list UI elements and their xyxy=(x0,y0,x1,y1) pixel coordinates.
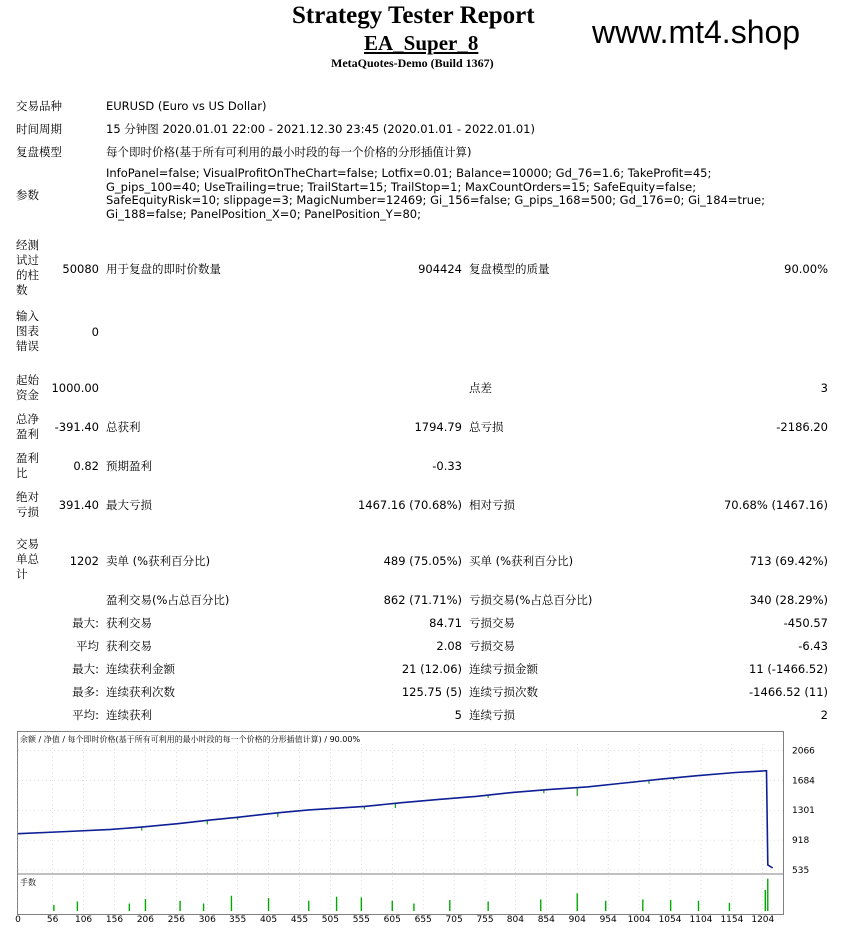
period-value: 15 分钟图 2020.01.01 22:00 - 2021.12.30 23:45 (2020.01.01 - 2022.01.01) xyxy=(106,122,535,136)
largest-label: 最大: xyxy=(72,616,99,630)
x-tick-label: 206 xyxy=(136,915,155,925)
long-trades-label: 买单 (%获利百分比) xyxy=(469,554,574,568)
model-value: 每个即时价格(基于所有可利用的最小时段的每一个价格的分形插值计算) xyxy=(106,145,472,159)
quality-value: 90.00% xyxy=(784,262,828,276)
params-label: 参数 xyxy=(16,188,39,202)
gross-loss-value: -2186.20 xyxy=(776,420,828,434)
bars-value: 50080 xyxy=(62,262,99,276)
deposit-value: 1000.00 xyxy=(51,381,99,395)
x-tick-label: 705 xyxy=(445,915,463,925)
bars-label: 经测试过的柱数 xyxy=(16,238,39,297)
symbol-value: EURUSD (Euro vs US Dollar) xyxy=(106,99,267,113)
average-label: 平均 xyxy=(76,639,99,653)
build-info: MetaQuotes-Demo (Build 1367) xyxy=(331,56,494,70)
total-trades-label: 交易单总计 xyxy=(16,537,39,581)
y-tick-label: 535 xyxy=(792,866,810,876)
avg-consec-label: 平均: xyxy=(72,708,99,722)
profit-factor-label: 盈利比 xyxy=(16,451,39,480)
average-profit-label: 获利交易 xyxy=(106,639,152,653)
x-tick-label: 505 xyxy=(321,915,339,925)
x-tick-label: 1054 xyxy=(658,915,682,925)
average-loss-value: -6.43 xyxy=(798,639,828,653)
x-tick-label: 306 xyxy=(198,915,216,925)
largest-loss-value: -450.57 xyxy=(783,616,828,630)
period-label: 时间周期 xyxy=(16,122,62,136)
payoff-label: 预期盈利 xyxy=(106,459,152,473)
watermark-text: www.mt4.shop xyxy=(592,14,801,50)
x-tick-label: 355 xyxy=(229,915,247,925)
x-tick-label: 1004 xyxy=(627,915,651,925)
quality-label: 复盘模型的质量 xyxy=(469,262,550,276)
max-consec-wins-value: 21 (12.06) xyxy=(401,662,462,676)
balance-chart xyxy=(15,731,815,925)
max-consec-losses-value: 11 (-1466.52) xyxy=(749,662,828,676)
profit-trades-label: 盈利交易(%占总百分比) xyxy=(106,593,230,607)
max-consec-label: 最大: xyxy=(72,662,99,676)
chart-frame xyxy=(18,732,784,915)
avg-consec-losses-label: 连续亏损 xyxy=(469,708,515,722)
y-tick-label: 1684 xyxy=(792,776,815,787)
rel-drawdown-label: 相对亏损 xyxy=(469,498,515,512)
max-consec-losses-label: 连续亏损金额 xyxy=(469,662,538,676)
most-consec-profit-value: 125.75 (5) xyxy=(401,685,462,699)
loss-trades-label: 亏损交易(%占总百分比) xyxy=(469,593,593,607)
params-value: InfoPanel=false; VisualProfitOnTheChart=false; Lotfix=0.01; Balance=10000; Gd_76=1.6; TakeProfit=45; G_pips_100=40; UseTrailing=true; TrailStart=15; TrailStop=1; MaxCountOrders=15; SafeEquity=false; SafeEquityRisk=10; slippage=3; MagicNumber=12469; Gi_156=false; G_pips_168=500; Gd_176=0; Gi_184=true; Gi_188=false; PanelPosition_X=0; PanelPosition_Y=80; xyxy=(106,166,765,221)
x-tick-label: 0 xyxy=(15,915,21,925)
average-loss-label: 亏损交易 xyxy=(469,639,515,653)
gross-loss-label: 总亏损 xyxy=(469,420,504,434)
x-tick-label: 56 xyxy=(46,915,59,925)
x-tick-label: 1204 xyxy=(751,915,775,925)
largest-profit-label: 获利交易 xyxy=(106,616,152,630)
most-consec-label: 最多: xyxy=(72,685,99,699)
average-profit-value: 2.08 xyxy=(436,639,462,653)
ticks-label: 用于复盘的即时价数量 xyxy=(106,262,221,276)
x-tick-label: 405 xyxy=(259,915,278,925)
symbol-label: 交易品种 xyxy=(16,99,62,113)
max-drawdown-label: 最大亏损 xyxy=(106,498,152,512)
x-tick-label: 106 xyxy=(74,915,93,925)
short-trades-label: 卖单 (%获利百分比) xyxy=(106,554,211,568)
rel-drawdown-value: 70.68% (1467.16) xyxy=(723,498,828,512)
x-tick-label: 954 xyxy=(599,915,617,925)
gross-profit-label: 总获利 xyxy=(106,420,141,434)
x-tick-label: 655 xyxy=(414,915,432,925)
short-trades-value: 489 (75.05%) xyxy=(383,554,462,568)
avg-consec-wins-label: 连续获利 xyxy=(106,708,152,722)
profit-factor-value: 0.82 xyxy=(73,459,99,473)
spread-value: 3 xyxy=(820,381,828,395)
net-profit-value: -391.40 xyxy=(54,420,99,434)
deposit-label: 起始资金 xyxy=(16,373,39,402)
ea-name: EA_Super_8 xyxy=(364,31,479,55)
y-tick-label: 918 xyxy=(792,836,810,847)
x-tick-label: 1154 xyxy=(720,915,744,925)
x-tick-label: 854 xyxy=(537,915,555,925)
most-consec-profit-label: 连续获利次数 xyxy=(106,685,175,699)
y-tick-label: 1301 xyxy=(792,806,815,817)
x-tick-label: 904 xyxy=(568,915,586,925)
x-tick-label: 455 xyxy=(290,915,309,925)
errors-value: 0 xyxy=(91,325,99,339)
avg-consec-losses-value: 2 xyxy=(820,708,828,722)
x-tick-label: 1104 xyxy=(689,915,713,925)
gross-profit-value: 1794.79 xyxy=(414,420,462,434)
x-tick-label: 256 xyxy=(167,915,185,925)
model-label: 复盘模型 xyxy=(16,145,62,159)
loss-trades-value: 340 (28.29%) xyxy=(749,593,828,607)
abs-drawdown-value: 391.40 xyxy=(58,498,99,512)
x-tick-label: 156 xyxy=(105,915,124,925)
payoff-value: -0.33 xyxy=(432,459,462,473)
x-tick-label: 804 xyxy=(506,915,524,925)
x-tick-label: 755 xyxy=(476,915,494,925)
volume-label: 手数 xyxy=(20,878,36,887)
long-trades-value: 713 (69.42%) xyxy=(749,554,828,568)
total-trades-value: 1202 xyxy=(69,554,99,568)
max-consec-wins-label: 连续获利金额 xyxy=(106,662,175,676)
largest-profit-value: 84.71 xyxy=(429,616,462,630)
most-consec-loss-label: 连续亏损次数 xyxy=(469,685,538,699)
max-drawdown-value: 1467.16 (70.68%) xyxy=(357,498,462,512)
x-tick-label: 605 xyxy=(383,915,401,925)
y-tick-label: 2066 xyxy=(792,746,815,757)
report-title: Strategy Tester Report xyxy=(292,2,535,29)
net-profit-label: 总净盈利 xyxy=(16,412,39,441)
balance-chart-svg xyxy=(15,731,815,925)
avg-consec-wins-value: 5 xyxy=(454,708,462,722)
profit-trades-value: 862 (71.71%) xyxy=(383,593,462,607)
spread-label: 点差 xyxy=(469,381,492,395)
largest-loss-label: 亏损交易 xyxy=(469,616,515,630)
chart-legend: 余额 / 净值 / 每个即时价格(基于所有可利用的最小时段的每一个价格的分形插值计算) / 90.00% xyxy=(20,735,361,744)
most-consec-loss-value: -1466.52 (11) xyxy=(749,685,828,699)
errors-label: 输入图表错误 xyxy=(16,309,39,353)
ticks-value: 904424 xyxy=(418,262,462,276)
x-tick-label: 555 xyxy=(352,915,370,925)
abs-drawdown-label: 绝对亏损 xyxy=(16,490,39,519)
